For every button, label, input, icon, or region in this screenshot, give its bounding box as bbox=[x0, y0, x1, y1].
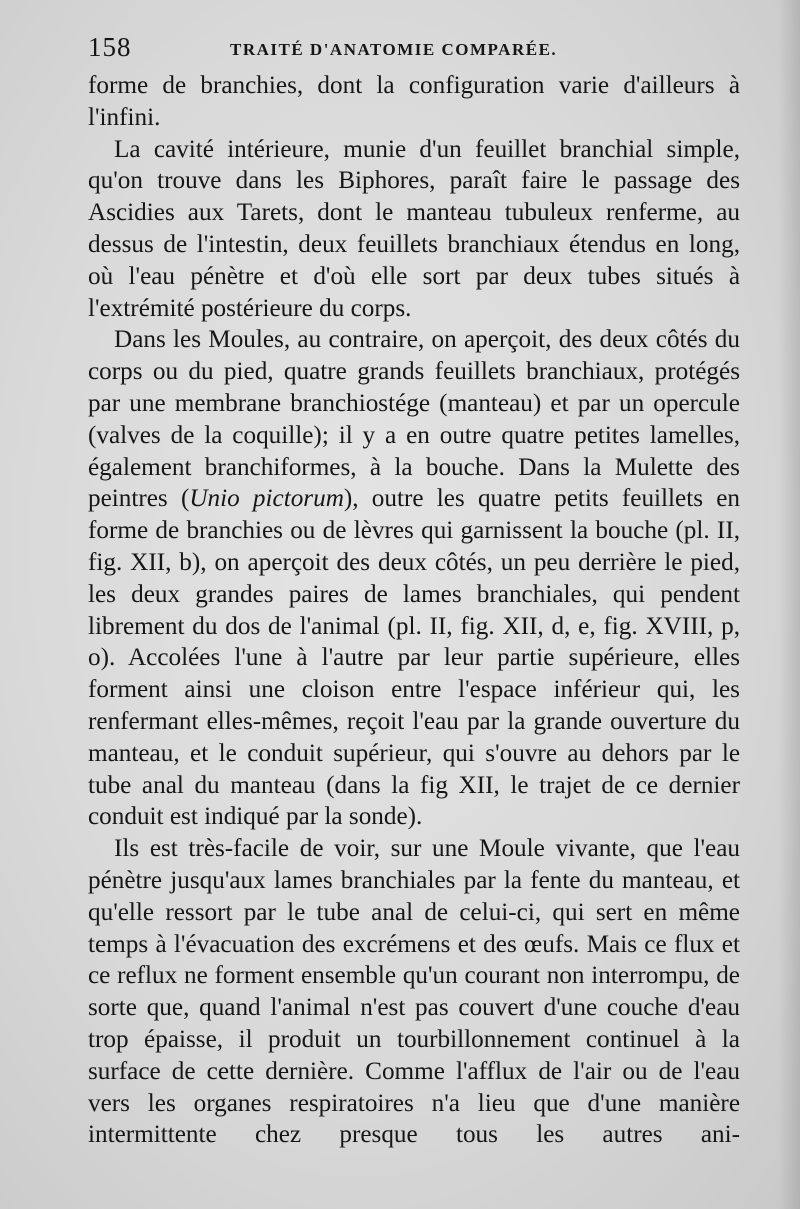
page-edge-shadow bbox=[778, 0, 800, 1209]
paragraph-moules-text-before: Dans les Moules, au contraire, on aperçoit, des deux côtés du corps ou du pied, quatre grands feuillets branchiaux, protégés par une membrane branchiostége (manteau) et par un opercule (valves de la coquille); il y a en outre quatre petites lamelles, également branchiformes, à la bouche. Dans la Mulette des peintres ( bbox=[88, 326, 740, 513]
paragraph-biphores: La cavité intérieure, munie d'un feuillet branchial simple, qu'on trouve dans les Biphores, paraît faire le passage des Ascidies aux Tarets, dont le manteau tubuleux renferme, au dessus de l'intestin, deux feuillets branchiaux étendus en long, où l'eau pénètre et d'où elle sort par deux tubes situés à l'extrémité postérieure du corps. bbox=[88, 135, 740, 322]
paragraph-moules bbox=[88, 324, 740, 833]
paragraph-continuation: forme de branchies, dont la configuration varie d'ailleurs à l'infini. bbox=[88, 72, 740, 131]
page-number: 158 bbox=[88, 32, 132, 62]
body-text bbox=[88, 70, 740, 1151]
page-header bbox=[88, 32, 738, 64]
running-title: TRAITÉ D'ANATOMIE COMPARÉE. bbox=[230, 40, 558, 59]
paragraph-moule-vivante: Ils est très-facile de voir, sur une Moule vivante, que l'eau pénètre jusqu'aux lames branchiales par la fente du manteau, et qu'elle ressort par le tube anal de celui-ci, qui sert en même temps à l'évacuation des excrémens et des œufs. Mais ce flux et ce reflux ne forment ensemble qu'un courant non interrompu, de sorte que, quand l'animal n'est pas couvert d'une couche d'eau trop épaisse, il produit un tourbillonnement continuel à la surface de cette dernière. Comme l'afflux de l'air ou de l'eau vers les organes respiratoires n'a lieu que d'une manière intermittente chez presque tous les autres ani- bbox=[88, 835, 740, 1149]
species-name-italic: Unio pictorum bbox=[189, 485, 344, 513]
paragraph-moules-text-after: ), outre les quatre petits feuillets en forme de branchies ou de lèvres qui garnissent la bouche (pl. II, fig. XII, b), on aperçoit des deux côtés, un peu derrière le pied, les deux grandes paires de lames branchiales, qui pendent librement du dos de l'animal (pl. II, fig. XII, d, e, fig. XVIII, p, o). Accolées l'une à l'autre par leur partie supérieure, elles forment ainsi une cloison entre l'espace inférieur qui, les renfermant elles-mêmes, reçoit l'eau par la grande ouverture du manteau, et le conduit supérieur, qui s'ouvre au dehors par le tube anal du manteau (dans la fig XII, le trajet de ce dernier conduit est indiqué par la sonde). bbox=[88, 485, 741, 831]
